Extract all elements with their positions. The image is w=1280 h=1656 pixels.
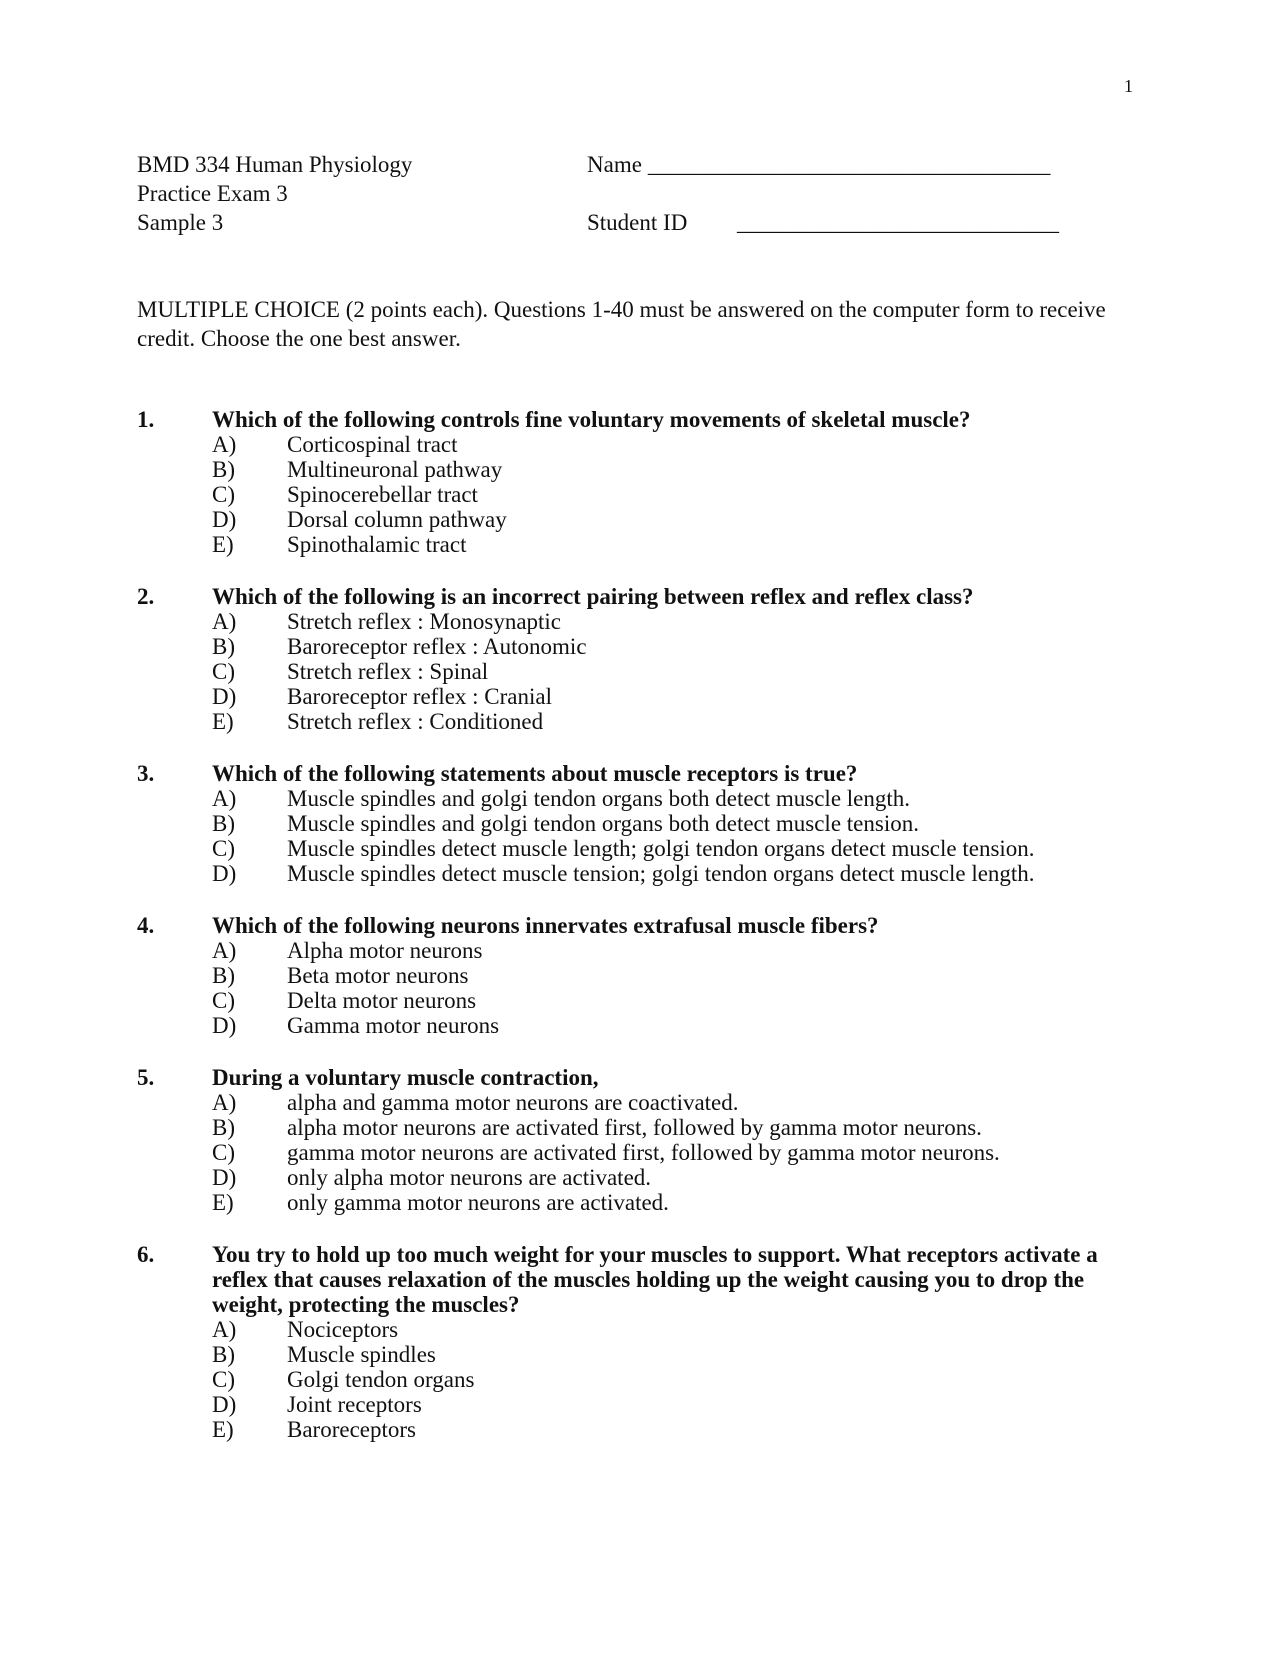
option-letter: A): [212, 938, 237, 963]
answer-option: [212, 861, 1147, 886]
option-text: Stretch reflex : Conditioned: [287, 709, 544, 734]
answer-option: [212, 1342, 1147, 1367]
option-letter: B): [212, 457, 235, 482]
option-text: Baroreceptor reflex : Autonomic: [287, 634, 587, 659]
option-text: alpha and gamma motor neurons are coactivated.: [287, 1090, 739, 1115]
exam-header: [137, 150, 1137, 237]
option-letter: E): [212, 709, 234, 734]
option-letter: A): [212, 1317, 237, 1342]
question-2: [137, 584, 1147, 734]
option-text: Spinothalamic tract: [287, 532, 467, 557]
question-number: 1.: [137, 407, 155, 432]
exam-title: Practice Exam 3: [137, 181, 288, 206]
option-text: alpha motor neurons are activated first, followed by gamma motor neurons.: [287, 1115, 982, 1140]
question-body: [212, 1242, 1147, 1442]
question-list: [137, 407, 1147, 1469]
answer-option: [212, 634, 1147, 659]
option-letter: C): [212, 1367, 235, 1392]
option-letter: D): [212, 1013, 237, 1038]
option-text: Stretch reflex : Spinal: [287, 659, 489, 684]
answer-option: [212, 457, 1147, 482]
question-stem: Which of the following statements about muscle receptors is true?: [212, 761, 858, 786]
option-text: Multineuronal pathway: [287, 457, 503, 482]
option-letter: B): [212, 1342, 235, 1367]
course-title: BMD 334 Human Physiology: [137, 152, 413, 177]
option-text: Joint receptors: [287, 1392, 422, 1417]
option-text: Nociceptors: [287, 1317, 399, 1342]
option-text: Stretch reflex : Monosynaptic: [287, 609, 562, 634]
answer-option: [212, 1165, 1147, 1190]
instructions: MULTIPLE CHOICE (2 points each). Questions 1-40 must be answered on the computer form to receive credit. Choose the one best answer.: [137, 297, 1106, 351]
answer-option: [212, 988, 1147, 1013]
question-1: [137, 407, 1147, 557]
option-letter: E): [212, 1190, 234, 1215]
question-stem: Which of the following is an incorrect pairing between reflex and reflex class?: [212, 584, 974, 609]
option-text: Golgi tendon organs: [287, 1367, 475, 1392]
option-text: Muscle spindles: [287, 1342, 436, 1367]
option-letter: C): [212, 659, 235, 684]
option-letter: C): [212, 482, 235, 507]
option-letter: D): [212, 861, 237, 886]
header-row-2: [137, 179, 1137, 208]
question-stem: Which of the following controls fine voluntary movements of skeletal muscle?: [212, 407, 971, 432]
option-letter: A): [212, 786, 237, 811]
name-blank[interactable]: ___________________________________: [647, 152, 1051, 177]
header-row-1: [137, 150, 1137, 179]
question-number: 6.: [137, 1242, 155, 1267]
option-letter: D): [212, 1165, 237, 1190]
question-3: [137, 761, 1147, 886]
option-letter: A): [212, 432, 237, 457]
question-body: [212, 1065, 1147, 1215]
question-4: [137, 913, 1147, 1038]
answer-option: [212, 1140, 1147, 1165]
answer-option: [212, 938, 1147, 963]
student-id-label: Student ID: [587, 210, 688, 235]
answer-option: [212, 532, 1147, 557]
answer-option: [212, 811, 1147, 836]
option-text: Muscle spindles and golgi tendon organs both detect muscle length.: [287, 786, 911, 811]
option-text: Muscle spindles detect muscle length; golgi tendon organs detect muscle tension.: [287, 836, 1035, 861]
option-text: Alpha motor neurons: [287, 938, 483, 963]
option-text: Baroreceptor reflex : Cranial: [287, 684, 553, 709]
sample-label: Sample 3: [137, 210, 224, 235]
option-letter: B): [212, 634, 235, 659]
answer-option: [212, 482, 1147, 507]
option-text: Gamma motor neurons: [287, 1013, 500, 1038]
answer-option: [212, 1392, 1147, 1417]
option-text: Spinocerebellar tract: [287, 482, 478, 507]
header-row-3: [137, 208, 1137, 237]
option-text: Delta motor neurons: [287, 988, 477, 1013]
option-text: Beta motor neurons: [287, 963, 469, 988]
option-text: gamma motor neurons are activated first, followed by gamma motor neurons.: [287, 1140, 1000, 1165]
option-text: Baroreceptors: [287, 1417, 416, 1442]
option-letter: C): [212, 836, 235, 861]
option-text: only gamma motor neurons are activated.: [287, 1190, 669, 1215]
option-letter: A): [212, 609, 237, 634]
question-stem: You try to hold up too much weight for your muscles to support. What receptors activate a reflex that causes relaxation of the muscles holding up the weight causing you to drop the weight, protecting the muscles?: [212, 1242, 1098, 1317]
question-stem: During a voluntary muscle contraction,: [212, 1065, 599, 1090]
answer-option: [212, 1013, 1147, 1038]
option-letter: D): [212, 684, 237, 709]
answer-option: [212, 1417, 1147, 1442]
answer-option: [212, 1317, 1147, 1342]
option-text: Muscle spindles and golgi tendon organs both detect muscle tension.: [287, 811, 919, 836]
answer-option: [212, 709, 1147, 734]
option-letter: A): [212, 1090, 237, 1115]
option-letter: C): [212, 988, 235, 1013]
question-stem: Which of the following neurons innervates extrafusal muscle fibers?: [212, 913, 879, 938]
question-number: 5.: [137, 1065, 155, 1090]
question-number: 3.: [137, 761, 155, 786]
answer-option: [212, 1190, 1147, 1215]
answer-option: [212, 432, 1147, 457]
option-letter: E): [212, 1417, 234, 1442]
question-5: [137, 1065, 1147, 1215]
question-6: [137, 1242, 1147, 1442]
answer-option: [212, 786, 1147, 811]
answer-option: [212, 1115, 1147, 1140]
student-id-field[interactable]: [587, 208, 1059, 237]
answer-option: [212, 1367, 1147, 1392]
option-letter: D): [212, 1392, 237, 1417]
option-letter: B): [212, 963, 235, 988]
answer-option: [212, 659, 1147, 684]
answer-option: [212, 609, 1147, 634]
answer-option: [212, 963, 1147, 988]
answer-option: [212, 507, 1147, 532]
name-label: Name: [587, 152, 642, 177]
option-letter: C): [212, 1140, 235, 1165]
question-number: 4.: [137, 913, 155, 938]
name-field[interactable]: [587, 150, 1050, 179]
option-letter: D): [212, 507, 237, 532]
option-text: Muscle spindles detect muscle tension; golgi tendon organs detect muscle length.: [287, 861, 1035, 886]
option-text: Dorsal column pathway: [287, 507, 507, 532]
option-letter: B): [212, 811, 235, 836]
answer-option: [212, 684, 1147, 709]
question-body: [212, 913, 1147, 1038]
page-number: 1: [1124, 76, 1133, 96]
option-letter: E): [212, 532, 234, 557]
answer-option: [212, 1090, 1147, 1115]
option-text: only alpha motor neurons are activated.: [287, 1165, 652, 1190]
answer-option: [212, 836, 1147, 861]
question-body: [212, 407, 1147, 557]
question-body: [212, 761, 1147, 886]
student-id-blank[interactable]: ____________________________: [737, 210, 1059, 235]
option-text: Corticospinal tract: [287, 432, 458, 457]
question-number: 2.: [137, 584, 155, 609]
option-letter: B): [212, 1115, 235, 1140]
question-body: [212, 584, 1147, 734]
